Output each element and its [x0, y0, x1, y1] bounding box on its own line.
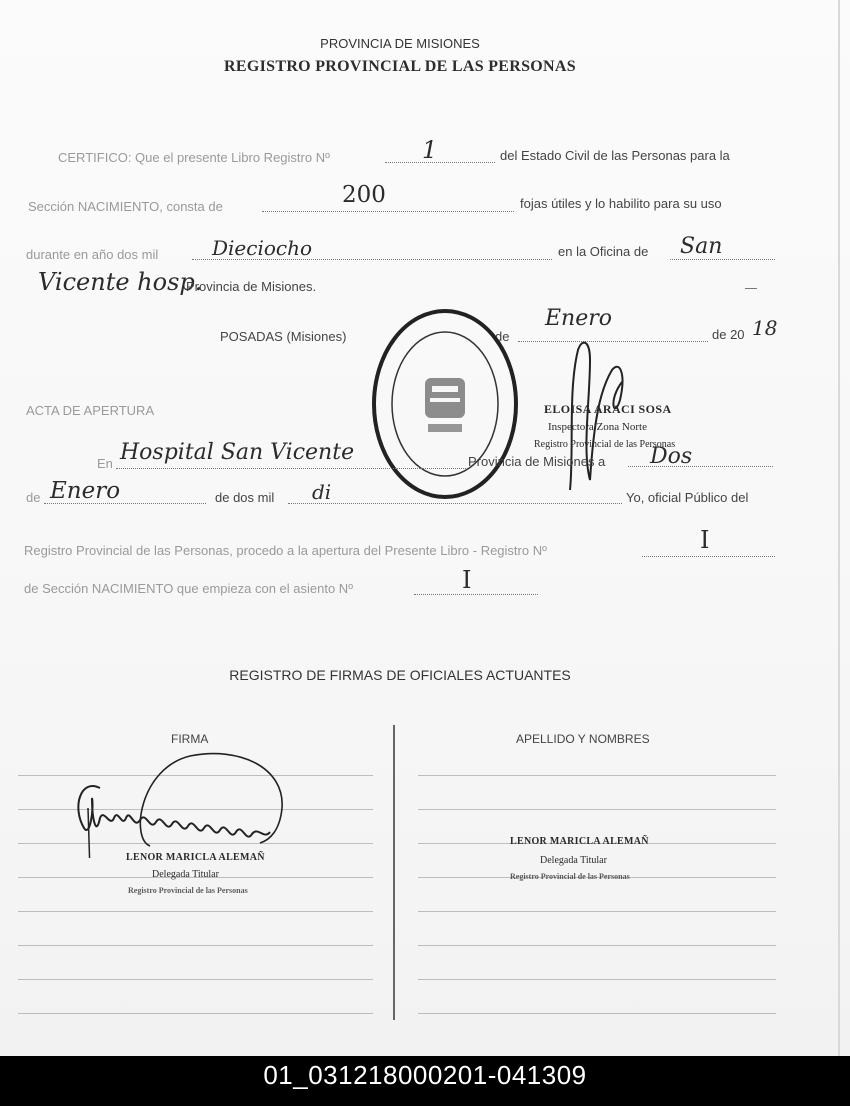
firmas-title: REGISTRO DE FIRMAS DE OFICIALES ACTUANTES — [229, 667, 571, 683]
acta-registro-line: Registro Provincial de las Personas, procedo a la apertura del Presente Libro - Registro Nº — [24, 543, 547, 558]
column-divider — [393, 725, 395, 1020]
fojas-handwritten: 200 — [342, 182, 386, 208]
apellido-rule — [418, 945, 776, 946]
cert-line1-a: CERTIFICO: Que el presente Libro Registro Nº — [58, 150, 330, 165]
line4-dash — [745, 288, 757, 289]
cert-line4-b: Provincia de Misiones. — [186, 279, 317, 294]
acta-year-blank — [288, 503, 622, 504]
office-handwritten-1: San — [680, 234, 723, 259]
asiento-handwritten: I — [462, 566, 472, 594]
registry-heading: REGISTRO PROVINCIAL DE LAS PERSONAS — [224, 58, 576, 75]
inspector-stamp-role: Inspectora Zona Norte — [548, 421, 647, 433]
acta-yo: Yo, oficial Público del — [626, 490, 749, 505]
cert-line2-a: Sección NACIMIENTO, consta de — [28, 199, 223, 214]
fojas-blank — [262, 211, 514, 212]
cert-line3-a: durante en año dos mil — [26, 247, 159, 262]
acta-en: En — [97, 456, 113, 471]
apellido-rule — [418, 911, 776, 912]
acta-year-handwritten: di — [312, 480, 332, 504]
apellido-rule — [418, 979, 776, 980]
cert-line2-b: fojas útiles y lo habilito para su uso — [520, 196, 722, 211]
year-words-handwritten: Dieciocho — [212, 236, 313, 260]
de-label: de — [495, 329, 510, 344]
de-year-label: de 20 — [712, 327, 745, 342]
officer-stamp-org-left: Registro Provincial de las Personas — [128, 886, 248, 895]
officer-stamp-org-right: Registro Provincial de las Personas — [510, 872, 630, 881]
reg-no-blank — [642, 556, 775, 557]
office-blank — [670, 259, 775, 260]
officer-stamp-role-right: Delegada Titular — [540, 855, 607, 866]
day-handwritten: Dos — [650, 444, 693, 469]
acta-title: ACTA DE APERTURA — [26, 403, 155, 418]
acta-month-handwritten: Enero — [50, 478, 121, 504]
acta-provincia: Provincia de Misiones a — [468, 454, 606, 469]
inspector-stamp-name: ELOISA ARACI SOSA — [544, 402, 672, 416]
apellido-rule — [418, 1013, 776, 1014]
apellido-column-header: APELLIDO Y NOMBRES — [516, 732, 650, 746]
firma-rule — [18, 1013, 373, 1014]
cert-line1-b: del Estado Civil de las Personas para la — [500, 148, 730, 163]
acta-seccion-line: de Sección NACIMIENTO que empieza con el asiento Nº — [24, 581, 353, 596]
document-id: 01_031218000201-041309 — [263, 1060, 587, 1090]
place-handwritten: Hospital San Vicente — [120, 440, 355, 465]
libro-no-blank — [385, 162, 495, 163]
firma-rule — [18, 945, 373, 946]
reg-no-handwritten: I — [700, 526, 710, 554]
inspector-stamp-org: Registro Provincial de las Personas — [534, 439, 676, 450]
asiento-blank — [414, 594, 538, 595]
posadas-label: POSADAS (Misiones) — [220, 329, 347, 344]
month-handwritten: Enero — [545, 306, 613, 331]
place-blank — [116, 468, 466, 469]
libro-no-handwritten: 1 — [422, 136, 438, 164]
cert-line3-b: en la Oficina de — [558, 244, 649, 259]
acta-de: de — [26, 490, 41, 505]
official-seal — [370, 306, 520, 502]
office-handwritten-2: Vicente hosp. — [38, 268, 203, 296]
page-edge — [838, 0, 840, 1056]
officer-stamp-name-left: LENOR MARICLA ALEMAÑ — [126, 852, 265, 863]
firma-rule — [18, 979, 373, 980]
apellido-rule — [418, 809, 776, 810]
province-heading: PROVINCIA DE MISIONES — [320, 36, 480, 51]
firma-rule — [18, 911, 373, 912]
acta-dos-mil: de dos mil — [215, 490, 275, 505]
officer-stamp-name-right: LENOR MARICLA ALEMAÑ — [510, 836, 649, 847]
officer-stamp-role-left: Delegada Titular — [152, 869, 219, 880]
firma-column-header: FIRMA — [171, 732, 209, 746]
apellido-rule — [418, 775, 776, 776]
year-suffix-handwritten: 18 — [752, 316, 778, 340]
officer-signature — [70, 748, 290, 858]
